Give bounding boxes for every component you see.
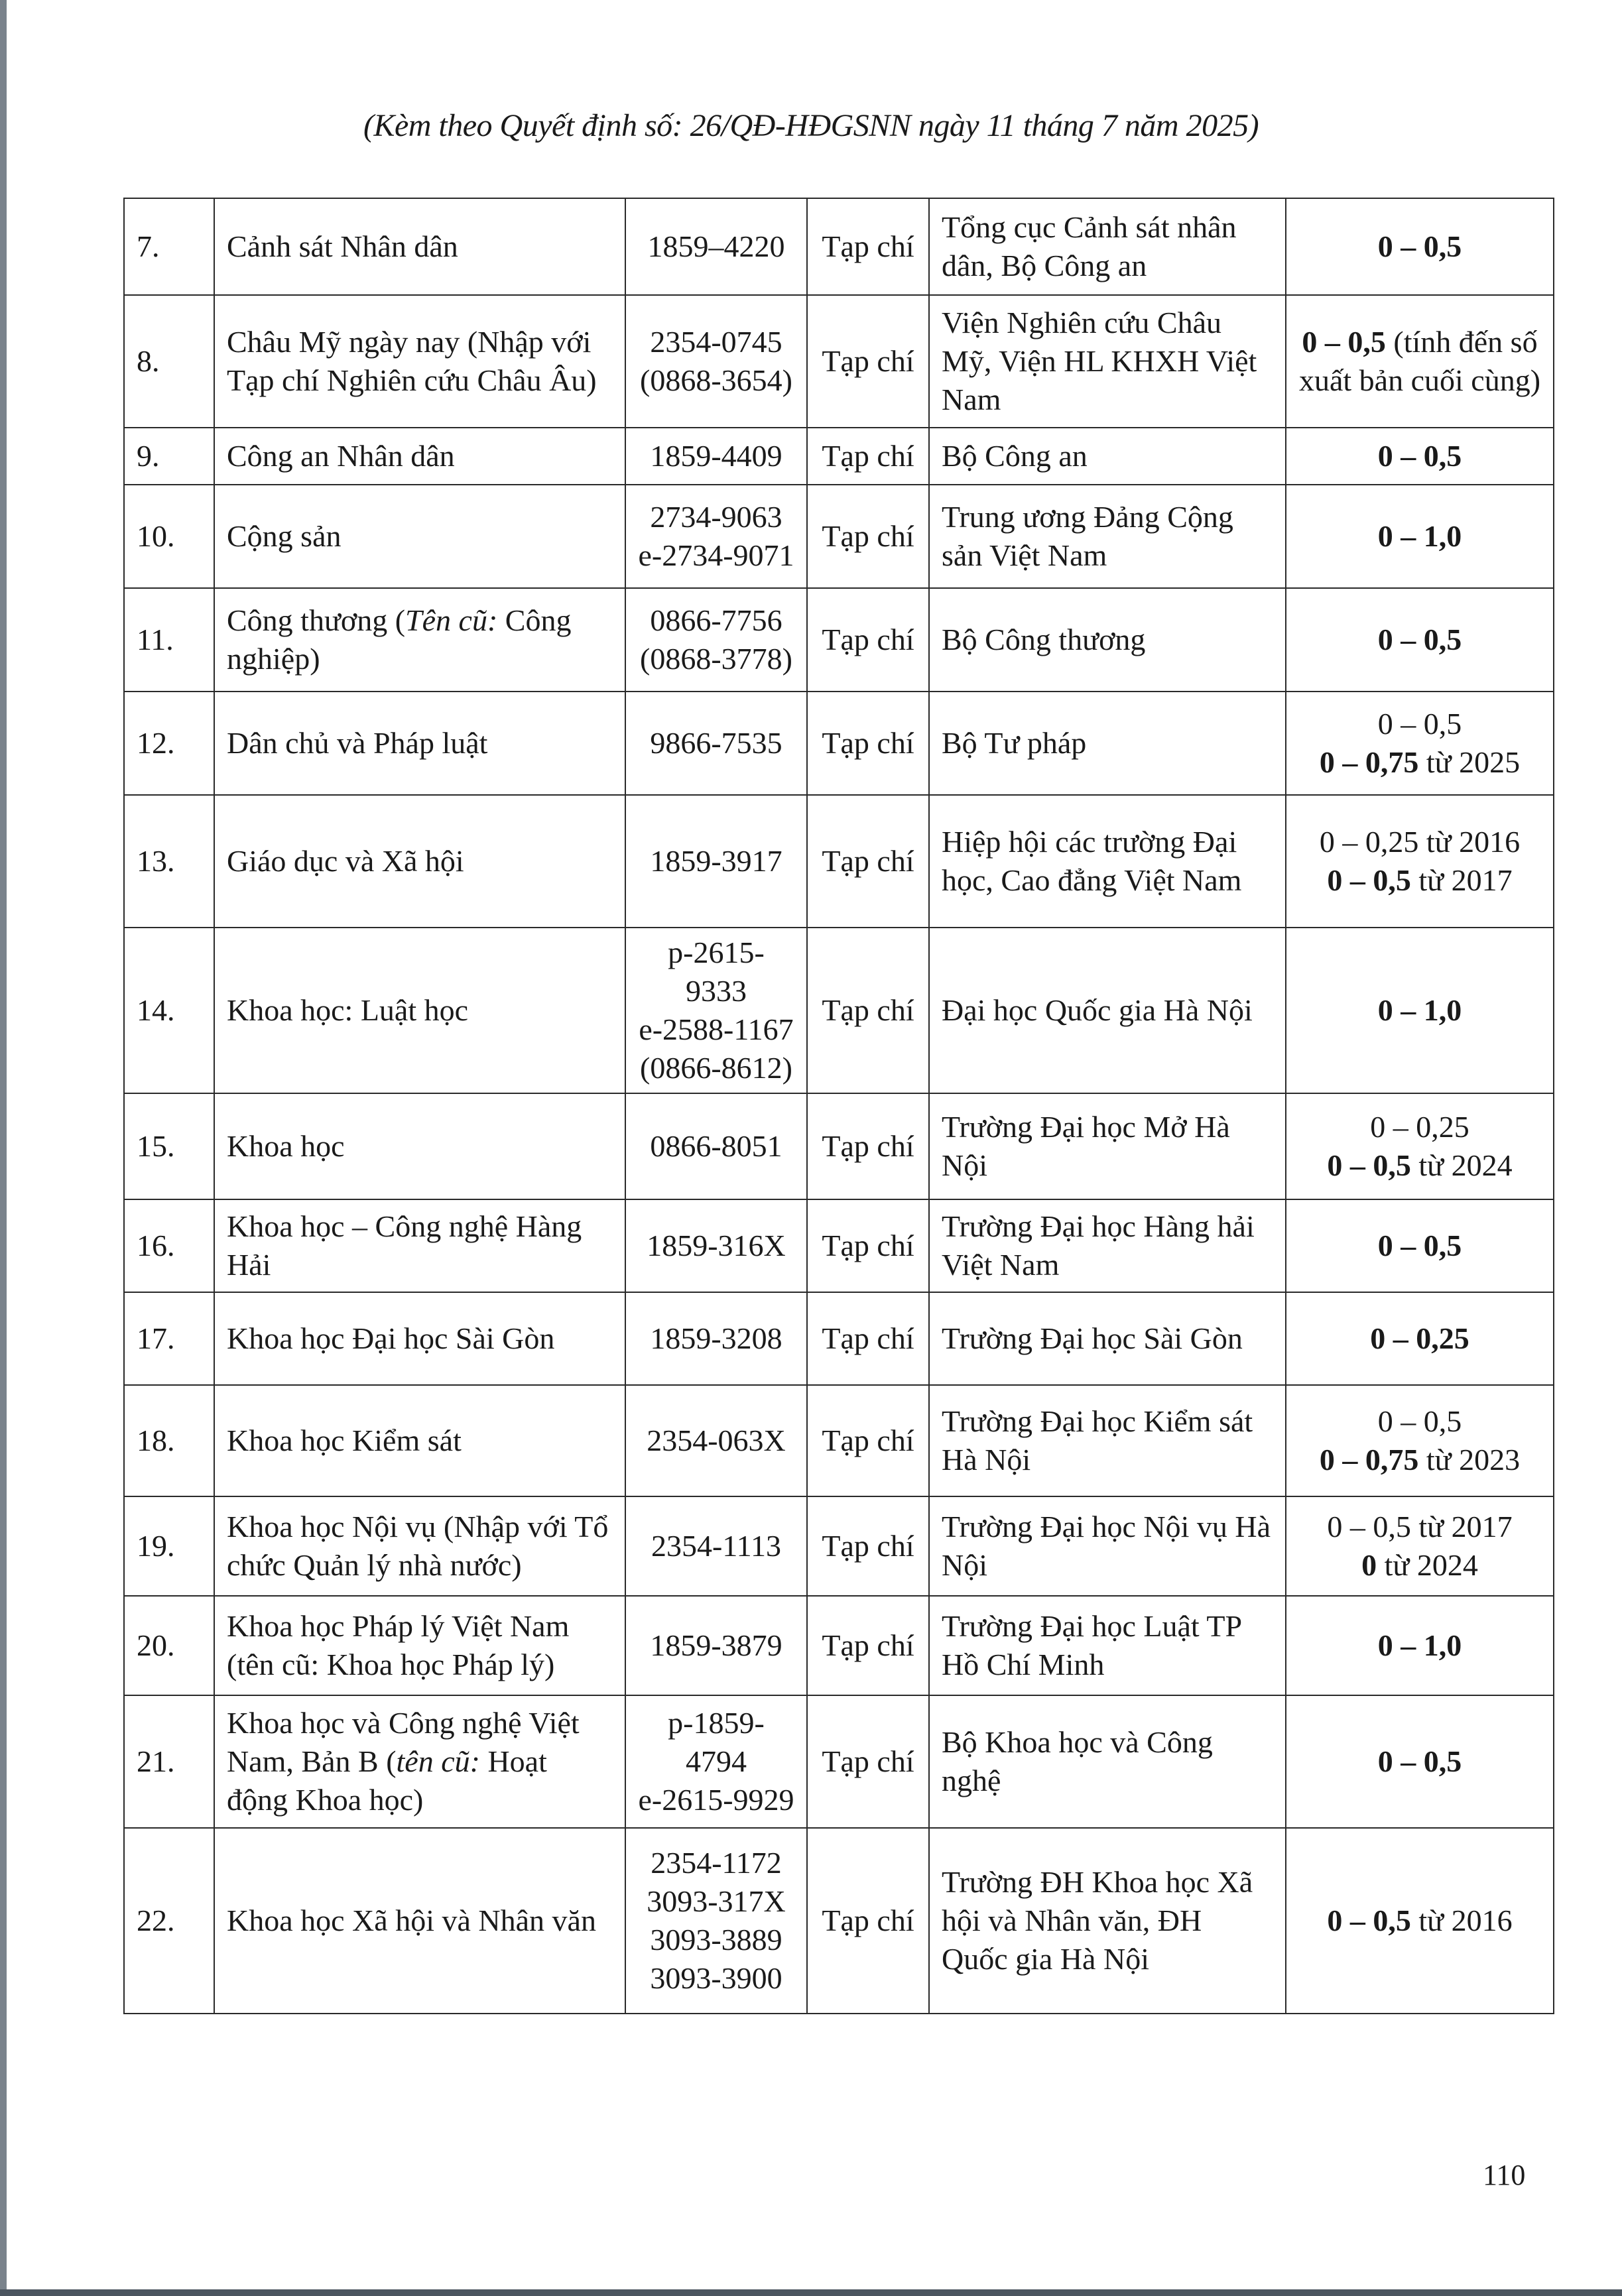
row-number: 8. (124, 295, 214, 428)
journal-name-before: Khoa học và Công nghệ Việt Nam, Bản B ( (227, 1706, 580, 1778)
issn-value: p-1859-4794 (668, 1706, 765, 1778)
score-line (1298, 1108, 1541, 1146)
score-line (1298, 227, 1541, 266)
journal-name (214, 588, 625, 692)
issn-value: (0868-3654) (640, 363, 792, 397)
publisher: Trường Đại học Hàng hải Việt Nam (929, 1199, 1286, 1292)
issn-cell (625, 485, 807, 588)
publication-type: Tạp chí (807, 1385, 929, 1496)
score-range (1286, 1385, 1554, 1496)
issn-value: (0866-8612) (640, 1051, 792, 1085)
score-line (1298, 991, 1541, 1030)
issn-cell (625, 1093, 807, 1199)
issn-value: 2354-1172 (651, 1846, 782, 1880)
publication-type: Tạp chí (807, 928, 929, 1093)
score-line (1298, 437, 1541, 475)
issn-cell (625, 1292, 807, 1385)
score-note: 0 – 0,25 (1370, 1110, 1469, 1144)
row-number: 14. (124, 928, 214, 1093)
publication-type: Tạp chí (807, 692, 929, 795)
score-range (1286, 1292, 1554, 1385)
publication-type: Tạp chí (807, 1292, 929, 1385)
score-range (1286, 295, 1554, 428)
score-line (1298, 1402, 1541, 1441)
score-line (1298, 323, 1541, 400)
table-row (124, 1695, 1554, 1828)
score-note: 0 – 0,25 từ 2016 (1319, 825, 1521, 859)
score-range (1286, 692, 1554, 795)
score-line (1298, 705, 1541, 743)
score-bold: 0 – 1,0 (1377, 1628, 1462, 1662)
score-range (1286, 588, 1554, 692)
publication-type: Tạp chí (807, 1596, 929, 1695)
score-range (1286, 1695, 1554, 1828)
score-range (1286, 1496, 1554, 1596)
table-row (124, 428, 1554, 485)
publisher: Bộ Công an (929, 428, 1286, 485)
issn-value: 1859-3208 (650, 1321, 782, 1355)
score-bold: 0 – 0,5 (1377, 1744, 1462, 1778)
publication-type: Tạp chí (807, 795, 929, 928)
table-row (124, 588, 1554, 692)
score-line (1298, 1626, 1541, 1665)
journal-name: Khoa học Pháp lý Việt Nam (tên cũ: Khoa học Pháp lý) (214, 1596, 625, 1695)
journal-name: Khoa học – Công nghệ Hàng Hải (214, 1199, 625, 1292)
publication-type: Tạp chí (807, 428, 929, 485)
row-number: 21. (124, 1695, 214, 1828)
score-bold: 0 – 0,5 (1377, 439, 1462, 473)
issn-cell (625, 428, 807, 485)
publisher: Tổng cục Cảnh sát nhân dân, Bộ Công an (929, 198, 1286, 295)
issn-cell (625, 1695, 807, 1828)
publisher: Trường Đại học Nội vụ Hà Nội (929, 1496, 1286, 1596)
score-line (1298, 1227, 1541, 1265)
score-line (1298, 823, 1541, 861)
score-note: từ 2017 (1410, 863, 1513, 897)
score-line (1298, 621, 1541, 659)
row-number: 16. (124, 1199, 214, 1292)
journal-rows (124, 198, 1554, 2014)
score-range (1286, 1199, 1554, 1292)
table-row (124, 692, 1554, 795)
issn-value: 1859–4220 (647, 229, 785, 263)
score-range (1286, 1093, 1554, 1199)
issn-value: 3093-3900 (650, 1961, 782, 1995)
row-number: 18. (124, 1385, 214, 1496)
table-row (124, 1093, 1554, 1199)
table-row (124, 795, 1554, 928)
journal-name: Khoa học: Luật học (214, 928, 625, 1093)
publication-type: Tạp chí (807, 588, 929, 692)
publisher: Trường Đại học Sài Gòn (929, 1292, 1286, 1385)
publisher: Trung ương Đảng Cộng sản Việt Nam (929, 485, 1286, 588)
journal-name: Khoa học Xã hội và Nhân văn (214, 1828, 625, 2014)
issn-value: 3093-317X (647, 1884, 786, 1918)
publication-type: Tạp chí (807, 198, 929, 295)
score-range (1286, 485, 1554, 588)
score-bold: 0 – 0,5 (1327, 1903, 1411, 1937)
issn-cell (625, 588, 807, 692)
issn-cell (625, 1828, 807, 2014)
journal-name (214, 1695, 625, 1828)
journal-name-before: Công thương ( (227, 603, 406, 637)
issn-value: 1859-4409 (650, 439, 782, 473)
issn-value: e-2588-1167 (639, 1012, 794, 1046)
publisher: Viện Nghiên cứu Châu Mỹ, Viện HL KHXH Việt Nam (929, 295, 1286, 428)
publication-type: Tạp chí (807, 1695, 929, 1828)
row-number: 19. (124, 1496, 214, 1596)
score-note: (tính đến số xuất bản cuối cùng) (1298, 325, 1541, 397)
publisher: Trường Đại học Luật TP Hồ Chí Minh (929, 1596, 1286, 1695)
issn-value: 2354-063X (647, 1423, 786, 1457)
table-row (124, 295, 1554, 428)
score-range (1286, 795, 1554, 928)
journal-name-italic: tên cũ: (396, 1744, 480, 1778)
issn-value: 2734-9063 (650, 500, 782, 534)
score-line (1298, 1146, 1541, 1185)
table-row (124, 1828, 1554, 2014)
issn-value: 0866-8051 (650, 1129, 782, 1163)
score-line (1298, 517, 1541, 556)
row-number: 20. (124, 1596, 214, 1695)
decision-reference-note: (Kèm theo Quyết định số: 26/QĐ-HĐGSNN ngày 11 tháng 7 năm 2025) (363, 108, 1259, 143)
score-line (1298, 861, 1541, 900)
issn-cell (625, 295, 807, 428)
table-row (124, 485, 1554, 588)
scan-edge-left (0, 0, 7, 2296)
issn-cell (625, 1496, 807, 1596)
journal-name: Giáo dục và Xã hội (214, 795, 625, 928)
score-bold: 0 – 0,5 (1327, 863, 1411, 897)
issn-cell (625, 1596, 807, 1695)
row-number: 15. (124, 1093, 214, 1199)
score-bold: 0 – 0,5 (1377, 623, 1462, 656)
issn-value: p-2615-9333 (668, 936, 765, 1008)
row-number: 11. (124, 588, 214, 692)
scan-edge-bottom (0, 2289, 1622, 2296)
issn-cell (625, 1199, 807, 1292)
publication-type: Tạp chí (807, 1496, 929, 1596)
score-bold: 0 – 0,5 (1377, 229, 1462, 263)
issn-value: 1859-316X (647, 1229, 786, 1262)
issn-value: e-2734-9071 (638, 538, 794, 572)
journal-name: Khoa học Nội vụ (Nhập với Tổ chức Quản lý nhà nước) (214, 1496, 625, 1596)
score-line (1298, 743, 1541, 782)
score-bold: 0 – 1,0 (1377, 519, 1462, 553)
publication-type: Tạp chí (807, 485, 929, 588)
journal-name-after: Hoạt động Khoa học) (227, 1744, 547, 1817)
issn-cell (625, 198, 807, 295)
row-number: 10. (124, 485, 214, 588)
table-row (124, 1596, 1554, 1695)
score-line (1298, 1508, 1541, 1546)
journal-name: Khoa học Đại học Sài Gòn (214, 1292, 625, 1385)
score-range (1286, 1596, 1554, 1695)
score-note: từ 2025 (1418, 745, 1521, 779)
publication-type: Tạp chí (807, 1093, 929, 1199)
score-bold: 0 – 0,5 (1377, 1229, 1462, 1262)
journal-name: Châu Mỹ ngày nay (Nhập với Tạp chí Nghiên cứu Châu Âu) (214, 295, 625, 428)
publisher: Hiệp hội các trường Đại học, Cao đẳng Việt Nam (929, 795, 1286, 928)
table-row (124, 928, 1554, 1093)
row-number: 12. (124, 692, 214, 795)
score-range (1286, 428, 1554, 485)
page-number: 110 (1483, 2159, 1526, 2191)
issn-cell (625, 795, 807, 928)
score-line (1298, 1902, 1541, 1940)
journal-name: Dân chủ và Pháp luật (214, 692, 625, 795)
score-bold: 0 – 1,0 (1377, 993, 1462, 1027)
table-row (124, 1199, 1554, 1292)
publisher: Trường ĐH Khoa học Xã hội và Nhân văn, ĐH Quốc gia Hà Nội (929, 1828, 1286, 2014)
publisher: Đại học Quốc gia Hà Nội (929, 928, 1286, 1093)
row-number: 9. (124, 428, 214, 485)
publisher: Bộ Công thương (929, 588, 1286, 692)
table-row (124, 1292, 1554, 1385)
score-bold: 0 – 0,5 (1302, 325, 1386, 359)
score-line (1298, 1742, 1541, 1781)
issn-value: (0868-3778) (640, 642, 792, 676)
table-row (124, 1496, 1554, 1596)
issn-cell (625, 692, 807, 795)
row-number: 13. (124, 795, 214, 928)
issn-cell (625, 928, 807, 1093)
publisher: Trường Đại học Kiểm sát Hà Nội (929, 1385, 1286, 1496)
score-range (1286, 1828, 1554, 2014)
row-number: 22. (124, 1828, 214, 2014)
score-line (1298, 1546, 1541, 1585)
score-note: 0 – 0,5 từ 2017 (1327, 1510, 1513, 1543)
publication-type: Tạp chí (807, 1199, 929, 1292)
issn-value: 1859-3917 (650, 844, 782, 878)
score-note: từ 2023 (1418, 1443, 1521, 1477)
journal-name: Cảnh sát Nhân dân (214, 198, 625, 295)
score-bold: 0 – 0,75 (1319, 745, 1419, 779)
row-number: 7. (124, 198, 214, 295)
table-row (124, 198, 1554, 295)
issn-value: 1859-3879 (650, 1628, 782, 1662)
journal-name-italic: Tên cũ: (405, 603, 498, 637)
score-note: 0 – 0,5 (1377, 1404, 1462, 1438)
issn-cell (625, 1385, 807, 1496)
issn-value: 2354-1113 (651, 1529, 781, 1563)
publisher: Trường Đại học Mở Hà Nội (929, 1093, 1286, 1199)
score-bold: 0 – 0,25 (1370, 1321, 1469, 1355)
journal-name: Khoa học Kiểm sát (214, 1385, 625, 1496)
score-note: từ 2024 (1377, 1548, 1478, 1582)
score-bold: 0 – 0,75 (1319, 1443, 1419, 1477)
publication-type: Tạp chí (807, 1828, 929, 2014)
journal-name: Công an Nhân dân (214, 428, 625, 485)
issn-value: 3093-3889 (650, 1923, 782, 1957)
score-bold: 0 (1361, 1548, 1377, 1582)
publisher: Bộ Khoa học và Công nghệ (929, 1695, 1286, 1828)
journal-list-table (123, 198, 1554, 2014)
table-row (124, 1385, 1554, 1496)
score-bold: 0 – 0,5 (1327, 1148, 1411, 1182)
issn-value: 2354-0745 (650, 325, 782, 359)
score-range (1286, 198, 1554, 295)
score-note: từ 2016 (1410, 1903, 1513, 1937)
journal-name: Cộng sản (214, 485, 625, 588)
journal-name-after: Công nghiệp) (227, 603, 572, 676)
publication-type: Tạp chí (807, 295, 929, 428)
score-range (1286, 928, 1554, 1093)
issn-value: e-2615-9929 (638, 1783, 794, 1817)
score-note: 0 – 0,5 (1377, 707, 1462, 741)
journal-name: Khoa học (214, 1093, 625, 1199)
row-number: 17. (124, 1292, 214, 1385)
score-line (1298, 1319, 1541, 1358)
issn-value: 9866-7535 (650, 726, 782, 760)
publisher: Bộ Tư pháp (929, 692, 1286, 795)
score-note: từ 2024 (1410, 1148, 1513, 1182)
score-line (1298, 1441, 1541, 1479)
issn-value: 0866-7756 (650, 603, 782, 637)
